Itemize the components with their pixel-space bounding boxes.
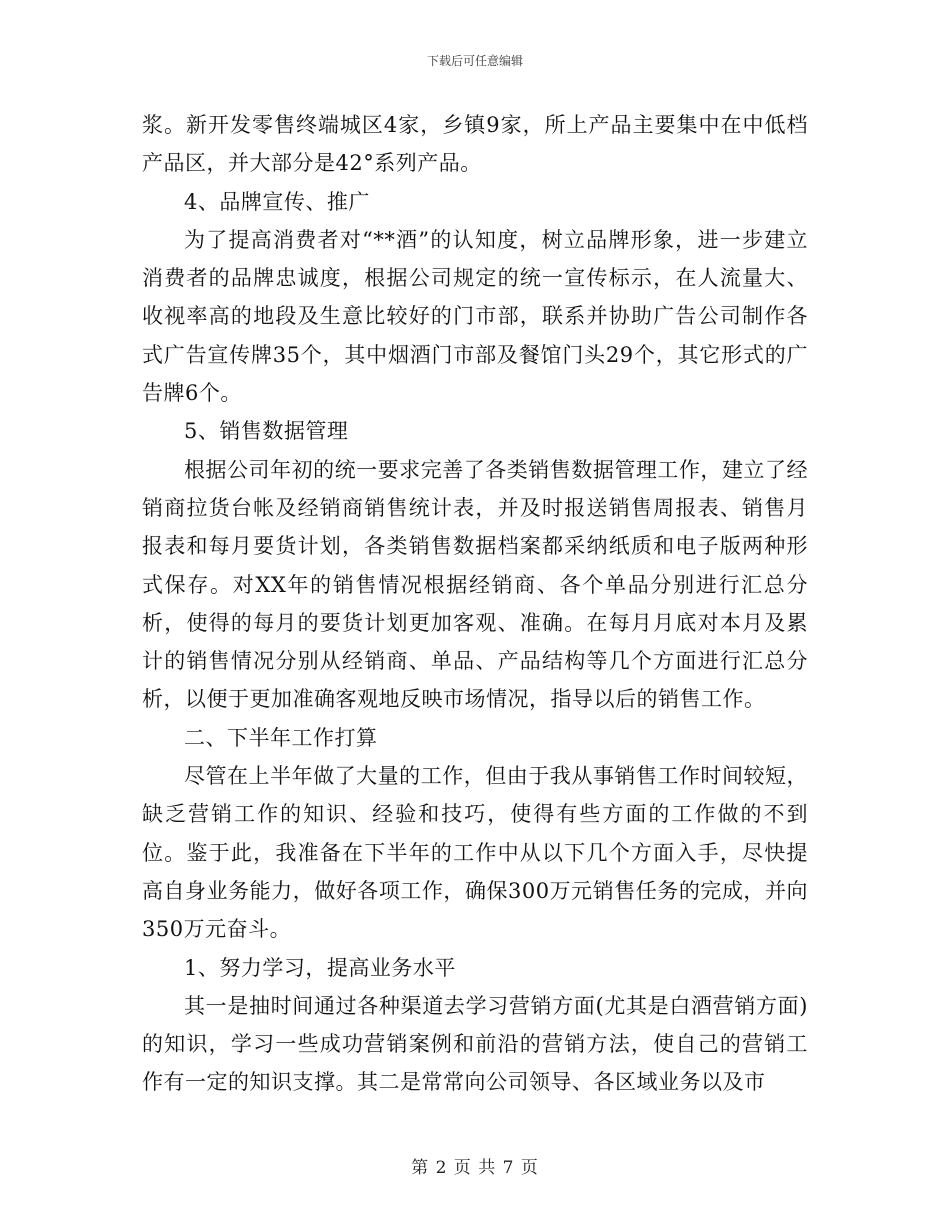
paragraph-sales-data: 根据公司年初的统一要求完善了各类销售数据管理工作，建立了经销商拉货台帐及经销商销售统计表，并及时报送销售周报表、销售月报表和每月要货计划，各类销售数据档案都采纳纸质和电子版两种形式保存。对XX年的销售情况根据经销商、各个单品分别进行汇总分析，使得的每月的要货计划更加客观、准确。在每月月底对本月及累计的销售情况分别从经销商、单品、产品结构等几个方面进行汇总分析，以便于更加准确客观地反映市场情况，指导以后的销售工作。 [142,457,808,712]
page-number: 第 2 页 共 7 页 [411,1158,539,1178]
paragraph-study: 其一是抽时间通过各种渠道去学习营销方面(尤其是白酒营销方面)的知识，学习一些成功营销案例和前沿的营销方法，使自己的营销工作有一定的知识支撑。其二是常常向公司领导、各区域业务以及市 [142,993,808,1095]
paragraph-second-half-plan: 尽管在上半年做了大量的工作，但由于我从事销售工作时间较短，缺乏营销工作的知识、经验和技巧，使得有些方面的工作做的不到位。鉴于此，我准备在下半年的工作中从以下几个方面入手，尽快提高自身业务能力，做好各项工作，确保300万元销售任务的完成，并向350万元奋斗。 [142,764,808,942]
document-body [142,106,808,1102]
paragraph-continuation: 浆。新开发零售终端城区4家，乡镇9家，所上产品主要集中在中低档产品区，并大部分是42°系列产品。 [142,113,808,176]
paragraph-brand-promotion: 为了提高消费者对“**酒”的认知度，树立品牌形象，进一步建立消费者的品牌忠诚度，根据公司规定的统一宣传标示，在人流量大、收视率高的地段及生意比较好的门市部，联系并协助广告公司制作各式广告宣传牌35个，其中烟酒门市部及餐馆门头29个，其它形式的广告牌6个。 [142,227,808,406]
header-note: 下载后可任意编辑 [426,54,523,68]
section-heading-study: 1、努力学习，提高业务水平 [184,955,456,980]
section-heading-brand-promotion: 4、品牌宣传、推广 [184,189,370,214]
section-heading-sales-data: 5、销售数据管理 [184,419,349,444]
section-heading-second-half-plan: 二、下半年工作打算 [184,725,378,750]
